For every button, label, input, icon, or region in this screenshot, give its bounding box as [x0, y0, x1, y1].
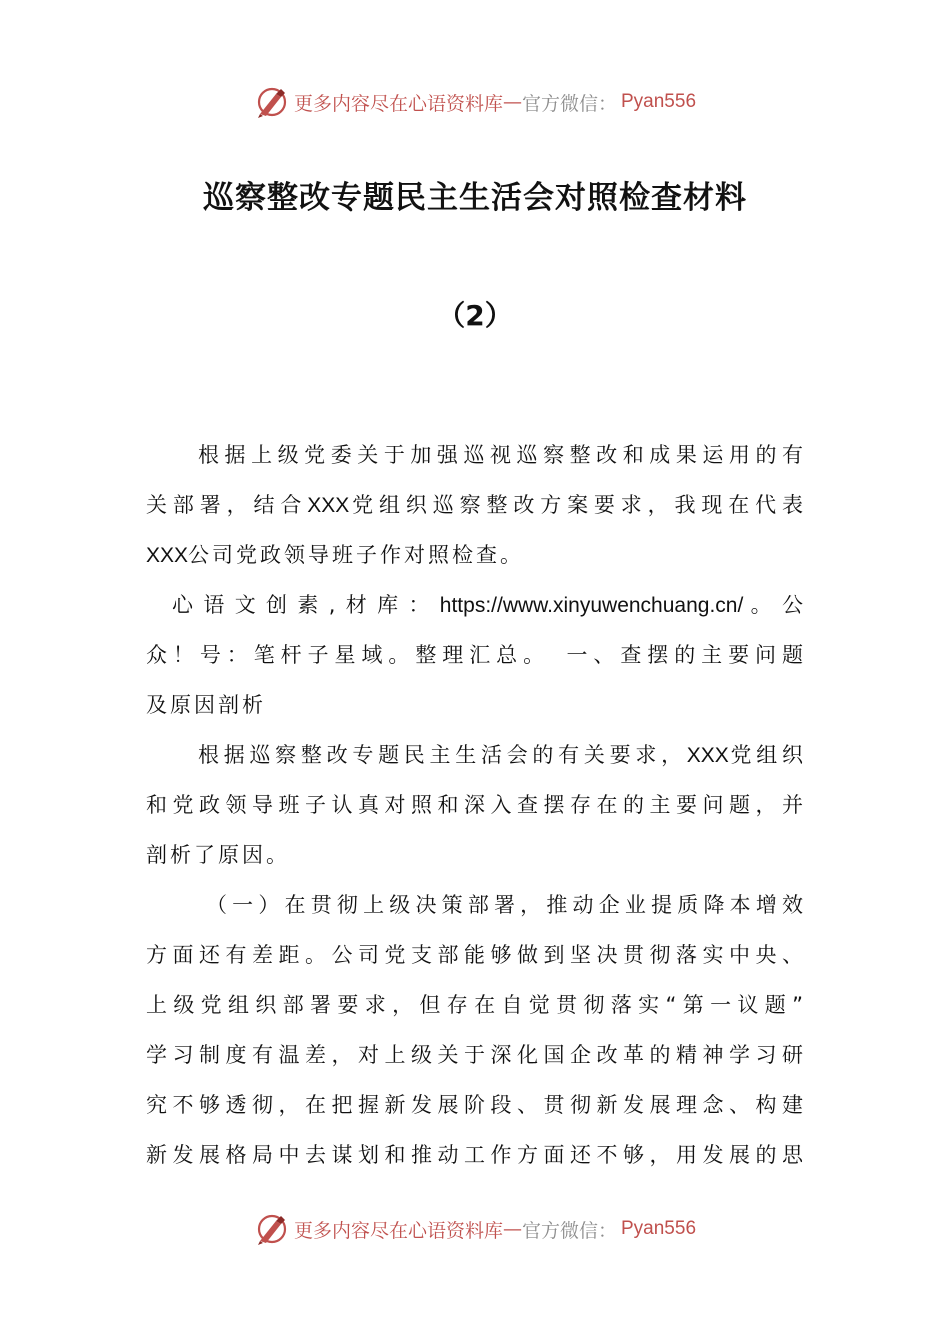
body-line-part: 公司党政领导班子作对照检查。	[188, 543, 525, 567]
body-line-part: 。公	[743, 593, 806, 617]
body-line-latin: XXX	[307, 494, 350, 517]
body-line	[146, 580, 806, 630]
body-line-part: 党组织巡察整改方案要求，我现在代表	[349, 493, 807, 517]
body-line-part: 根据巡察整改专题民主生活会的有关要求，	[198, 743, 687, 767]
body-line-latin: XXX	[686, 744, 729, 767]
body-line	[146, 730, 806, 780]
body-line: （一）在贯彻上级决策部署，推动企业提质降本增效	[206, 893, 806, 917]
wechat-id: Pyan556	[621, 1218, 697, 1239]
wechat-id: Pyan556	[621, 91, 697, 112]
body-line-part: 心语文创素,材库：	[172, 593, 440, 617]
official-wechat-label: 官方微信：	[521, 92, 617, 115]
body-line	[146, 480, 806, 530]
body-line: 众！号：笔杆子星域。整理汇总。 一、查摆的主要问题	[146, 643, 806, 667]
body-line-url: https://www.xinyuwenchuang.cn/	[439, 594, 744, 617]
body-line: 及原因剖析	[146, 693, 266, 717]
banner-dash: —	[502, 91, 522, 113]
body-line-part: 关部署，结合	[146, 493, 308, 517]
body-line: 上级党组织部署要求，但存在自觉贯彻落实“第一议题”	[146, 993, 806, 1017]
pen-logo-icon	[254, 84, 290, 120]
body-line: 学习制度有温差，对上级关于深化国企改革的精神学习研	[146, 1043, 806, 1067]
promo-text: 更多内容尽在心语资料库	[293, 92, 503, 115]
body-line: 新发展格局中去谋划和推动工作方面还不够，用发展的思	[146, 1143, 806, 1167]
document-body	[146, 430, 806, 1180]
body-line	[146, 530, 806, 580]
body-line-part: 党组织	[728, 743, 807, 767]
header-banner	[0, 82, 950, 122]
body-line: 究不够透彻，在把握新发展阶段、贯彻新发展理念、构建	[146, 1093, 806, 1117]
body-line: 方面还有差距。公司党支部能够做到坚决贯彻落实中央、	[146, 943, 806, 967]
body-line: 根据上级党委关于加强巡视巡察整改和成果运用的有	[198, 443, 806, 467]
body-line-latin: XXX	[146, 544, 189, 567]
body-line: 和党政领导班子认真对照和深入查摆存在的主要问题，并	[146, 793, 806, 817]
pen-logo-icon	[254, 1211, 290, 1247]
banner-dash: —	[502, 1218, 522, 1240]
body-line: 剖析了原因。	[146, 843, 290, 867]
document-title: 巡察整改专题民主生活会对照检查材料	[203, 180, 747, 216]
footer-banner	[0, 1209, 950, 1249]
promo-text: 更多内容尽在心语资料库	[293, 1219, 503, 1242]
document-subtitle: （2）	[437, 299, 513, 332]
official-wechat-label: 官方微信：	[521, 1219, 617, 1242]
